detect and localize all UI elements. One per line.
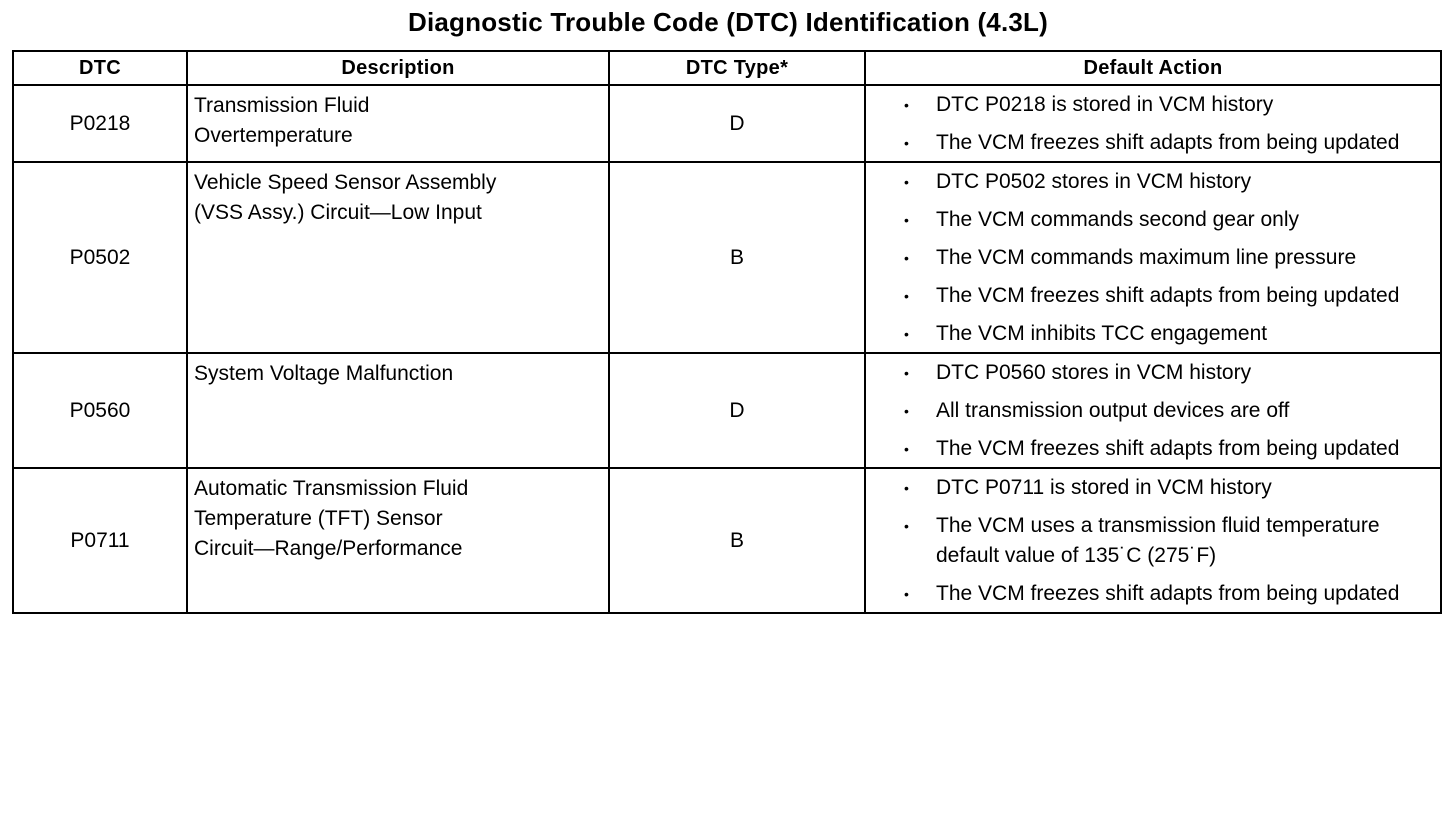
default-action-list xyxy=(892,90,1430,158)
list-item: • The VCM commands second gear only xyxy=(892,205,1430,235)
dtc-type: D xyxy=(609,85,865,162)
list-item: • The VCM freezes shift adapts from being updated xyxy=(892,281,1430,311)
header-dtc: DTC xyxy=(13,51,187,85)
dtc-code: P0560 xyxy=(13,353,187,468)
dtc-description: Vehicle Speed Sensor Assembly (VSS Assy.) Circuit—Low Input xyxy=(187,162,609,353)
dtc-description: Transmission Fluid Overtemperature xyxy=(187,85,609,162)
dtc-code: P0502 xyxy=(13,162,187,353)
table-row xyxy=(13,85,1441,162)
header-default-action: Default Action xyxy=(865,51,1441,85)
dtc-type: B xyxy=(609,468,865,613)
default-action-cell xyxy=(865,468,1441,613)
dtc-description: Automatic Transmission Fluid Temperature (TFT) Sensor Circuit—Range/Performance xyxy=(187,468,609,613)
table-row xyxy=(13,162,1441,353)
list-item: • DTC P0502 stores in VCM history xyxy=(892,167,1430,197)
list-item: • DTC P0711 is stored in VCM history xyxy=(892,473,1430,503)
dtc-table xyxy=(12,50,1442,614)
header-description: Description xyxy=(187,51,609,85)
header-dtc-type: DTC Type* xyxy=(609,51,865,85)
dtc-type: B xyxy=(609,162,865,353)
default-action-list xyxy=(892,167,1430,349)
dtc-code: P0218 xyxy=(13,85,187,162)
dtc-description: System Voltage Malfunction xyxy=(187,353,609,468)
list-item: • The VCM freezes shift adapts from being updated xyxy=(892,128,1430,158)
default-action-cell xyxy=(865,85,1441,162)
dtc-code: P0711 xyxy=(13,468,187,613)
list-item: • The VCM freezes shift adapts from being updated xyxy=(892,579,1430,609)
dtc-type: D xyxy=(609,353,865,468)
default-action-cell xyxy=(865,353,1441,468)
list-item: • The VCM uses a transmission fluid temperature default value of 135˙C (275˙F) xyxy=(892,511,1430,571)
page-title: Diagnostic Trouble Code (DTC) Identification (4.3L) xyxy=(408,7,1048,37)
table-row xyxy=(13,468,1441,613)
list-item: • DTC P0218 is stored in VCM history xyxy=(892,90,1430,120)
table-row xyxy=(13,353,1441,468)
default-action-list xyxy=(892,473,1430,609)
list-item: • All transmission output devices are off xyxy=(892,396,1430,426)
list-item: • The VCM commands maximum line pressure xyxy=(892,243,1430,273)
default-action-cell xyxy=(865,162,1441,353)
list-item: • DTC P0560 stores in VCM history xyxy=(892,358,1430,388)
table-header-row xyxy=(13,51,1441,85)
default-action-list xyxy=(892,358,1430,464)
list-item: • The VCM freezes shift adapts from being updated xyxy=(892,434,1430,464)
list-item: • The VCM inhibits TCC engagement xyxy=(892,319,1430,349)
